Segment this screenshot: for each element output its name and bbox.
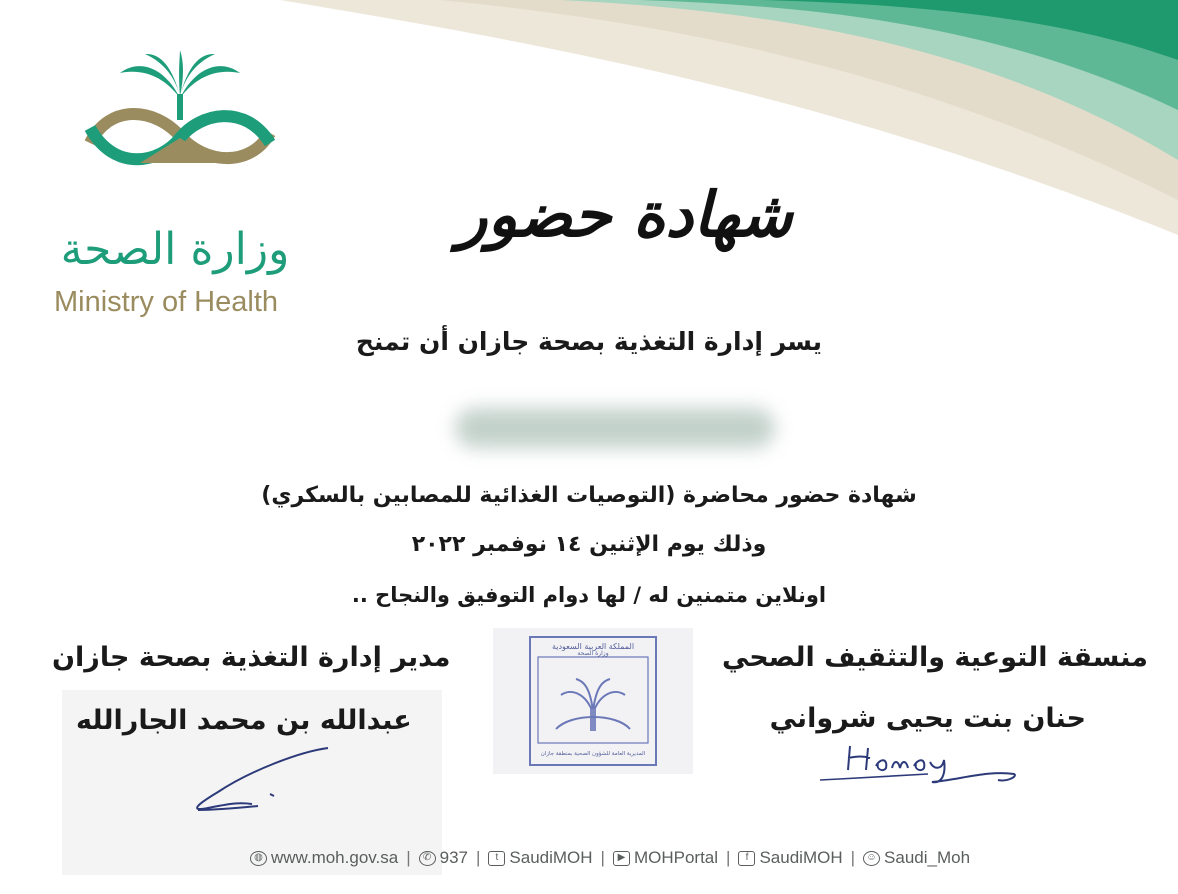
youtube-icon: ▶ <box>613 851 630 866</box>
right-signatory-name: حنان بنت يحيى شرواني <box>769 703 1086 734</box>
certificate-description: شهادة حضور محاضرة (التوصيات الغذائية للمصابين بالسكري) <box>261 483 917 508</box>
palm-swords-emblem-icon <box>80 48 280 173</box>
right-handwritten-signature <box>818 740 1028 788</box>
stamp-bottom-text: المديرية العامة للشؤون الصحية بمنطقة جازان <box>540 751 646 757</box>
official-stamp <box>493 628 693 774</box>
certificate-closing: اونلاين متمنين له / لها دوام التوفيق والنجاح .. <box>351 583 827 607</box>
facebook-icon: f <box>738 851 755 866</box>
certificate-intro: يسر إدارة التغذية بصحة جازان أن تمنح <box>355 327 823 356</box>
footer-facebook[interactable]: f SaudiMOH <box>738 848 842 868</box>
footer-twitter[interactable]: t SaudiMOH <box>488 848 592 868</box>
stamp-ministry-text: وزارة الصحة <box>577 650 609 657</box>
stamp-top-text: المملكة العربية السعودية <box>551 642 635 651</box>
left-handwritten-signature <box>178 742 348 822</box>
globe-icon: ◍ <box>250 851 267 866</box>
footer-website[interactable]: ◍ www.moh.gov.sa <box>250 848 398 868</box>
snapchat-icon: ☺ <box>863 851 880 866</box>
certificate-date: وذلك يوم الإثنين ١٤ نوفمبر ٢٠٢٢ <box>411 532 767 557</box>
logo-arabic-name: وزارة الصحة <box>60 224 290 275</box>
stamp-seal-icon <box>526 633 660 769</box>
footer-youtube[interactable]: ▶ MOHPortal <box>613 848 718 868</box>
footer-snapchat[interactable]: ☺ Saudi_Moh <box>863 848 970 868</box>
certificate-title: شهادة حضور <box>457 178 793 251</box>
footer-phone[interactable]: ✆ 937 <box>419 848 468 868</box>
ministry-logo <box>50 48 310 318</box>
left-signatory-name: عبدالله بن محمد الجارالله <box>76 705 412 736</box>
twitter-icon: t <box>488 851 505 866</box>
contact-footer: ◍ www.moh.gov.sa | ✆ 937 | t SaudiMOH | ▶ MOHPortal | f SaudiMOH | ☺ Saudi_Moh <box>180 838 1040 878</box>
left-signatory-title: مدير إدارة التغذية بصحة جازان <box>52 642 451 673</box>
recipient-name-redacted <box>455 408 775 448</box>
logo-english-name: Ministry of Health <box>54 286 279 318</box>
right-signatory-title: منسقة التوعية والتثقيف الصحي <box>721 642 1148 673</box>
phone-icon: ✆ <box>419 851 436 866</box>
